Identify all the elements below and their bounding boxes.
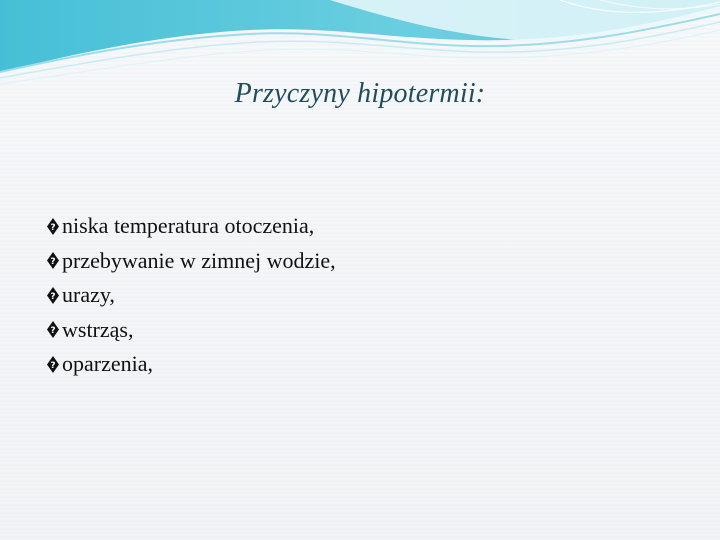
svg-text:?: ? [50,222,56,233]
replacement-char-icon [46,251,60,270]
replacement-char-icon [46,355,60,374]
bullet-text: urazy, [62,282,115,308]
svg-text:?: ? [50,326,56,337]
replacement-char-icon [46,286,60,305]
replacement-char-icon [46,320,60,339]
list-item [46,278,686,313]
bullet-text: oparzenia, [62,351,153,377]
bullet-text: wstrząs, [62,316,134,342]
svg-text:?: ? [50,360,56,371]
bullet-text: przebywanie w zimnej wodzie, [62,247,336,273]
svg-text:?: ? [50,257,56,268]
list-item [46,244,686,279]
slide-title: Przyczyny hipotermii: [234,78,486,109]
svg-text:?: ? [50,291,56,302]
list-item [46,347,686,382]
bullet-text: niska temperatura otoczenia, [62,213,315,239]
replacement-char-icon [46,217,60,236]
list-item [46,209,686,244]
list-item [46,313,686,348]
bullet-list [46,209,686,382]
header-wave-decoration [0,0,720,90]
